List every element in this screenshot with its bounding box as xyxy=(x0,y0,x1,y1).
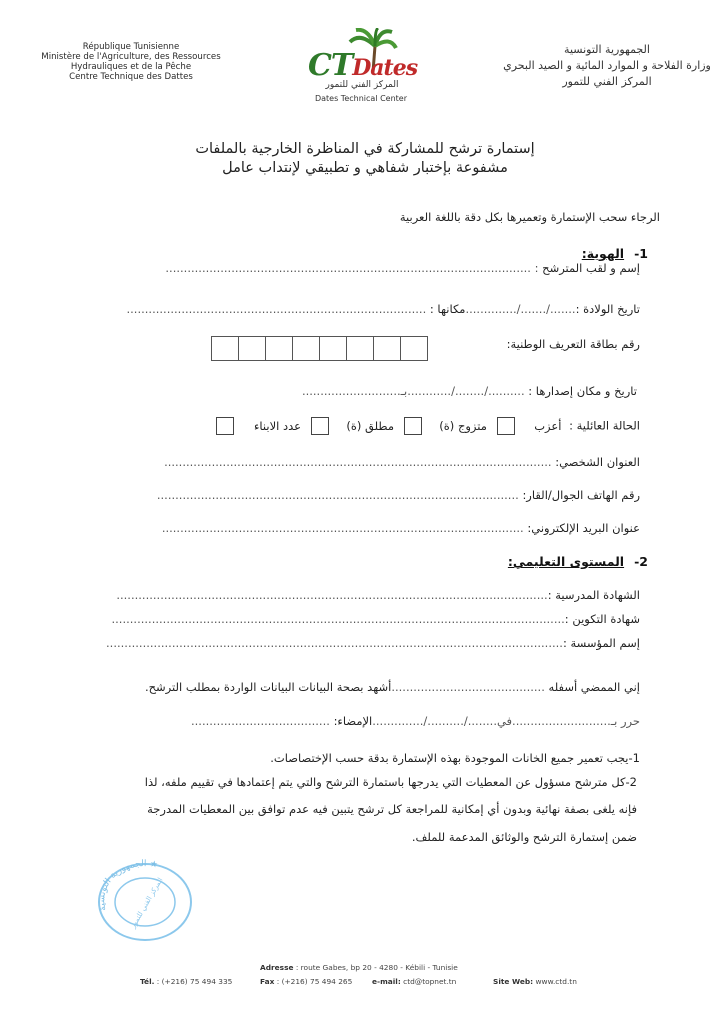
stamp-seal-icon xyxy=(92,858,198,942)
id-digit-box[interactable] xyxy=(346,336,374,361)
form-title-line: مشفوعة بإختبار شفاهي و تطبيقي لإنتداب عامل xyxy=(222,160,508,176)
form-title-line: إستمارة ترشح للمشاركة في المناظرة الخارجية بالملفات xyxy=(195,141,535,157)
name-field[interactable] xyxy=(165,261,640,275)
id-number-boxes[interactable] xyxy=(212,336,428,361)
id-digit-box[interactable] xyxy=(211,336,239,361)
name-dots[interactable]: : .................................................................................................... xyxy=(165,261,539,275)
declaration-name-dots[interactable]: .......................................... xyxy=(391,680,545,694)
training-certificate-dots[interactable]: ............................................................................................................................ xyxy=(111,612,565,626)
instruction-text: الرجاء سحب الإستمارة وتعميرها بكل دقة باللغة العربية xyxy=(399,210,660,224)
official-stamp xyxy=(92,858,198,942)
arabic-header-line: الجمهورية التونسية xyxy=(564,43,650,56)
family-status-row xyxy=(216,417,640,435)
section-1-heading xyxy=(582,246,648,261)
ctd-logo xyxy=(300,28,420,113)
address-field[interactable] xyxy=(164,455,640,469)
status-single-checkbox[interactable] xyxy=(497,417,515,435)
logo-dates: Dates xyxy=(352,55,418,81)
declaration-line xyxy=(145,680,640,694)
footer-tel-value: : (+216) 75 494 335 xyxy=(156,977,233,986)
institution-dots[interactable]: ............................................................................................................................. xyxy=(106,636,563,650)
note-2-line-2: فإنه يلغى بصفة نهائية وبدون أي إمكانية للمراجعة كل ترشح يتبين فيه عدم توافق بين المعطيات المدرجة xyxy=(147,802,637,816)
logo-letter-c: C xyxy=(308,48,331,83)
training-certificate-label: شهادة التكوين : xyxy=(564,612,640,626)
logo-english-name: Dates Technical Center xyxy=(314,94,408,103)
signature-dots[interactable]: ...................................... xyxy=(190,714,330,728)
section-number: 1- xyxy=(634,246,648,261)
signature-line xyxy=(191,714,640,728)
birth-date-label: تاريخ الولادة : xyxy=(575,302,640,316)
form-title xyxy=(160,140,570,178)
logo-wordmark xyxy=(308,48,417,83)
email-dots[interactable]: ................................................................................................... xyxy=(161,521,524,535)
note-1: 1-يجب تعمير جميع الخانات الموجودة بهذه الإستمارة بدقة حسب الإختصاصات. xyxy=(270,751,640,765)
logo-arabic-name: المركز الفني للتمور xyxy=(325,80,399,90)
phone-field[interactable] xyxy=(157,488,640,502)
id-digit-box[interactable] xyxy=(319,336,347,361)
footer-address xyxy=(260,963,458,972)
footer-fax xyxy=(260,977,352,986)
id-digit-box[interactable] xyxy=(400,336,428,361)
phone-label: رقم الهاتف الجوال/القار: xyxy=(522,488,640,502)
footer-address-value: : route Gabes, bp 20 - 4280 - Kébili - Tunisie xyxy=(295,963,458,972)
id-digit-box[interactable] xyxy=(373,336,401,361)
footer-web-label: Site Web: xyxy=(493,977,534,986)
status-single-label: أعزب xyxy=(534,418,562,433)
id-label: رقم بطاقة التعريف الوطنية: xyxy=(506,337,640,351)
children-label: عدد الابناء xyxy=(254,418,302,433)
section-title: المستوى التعليمي: xyxy=(507,554,625,569)
footer-web[interactable] xyxy=(493,977,577,986)
status-divorced-label: مطلق (ة) xyxy=(346,418,394,433)
training-certificate-field[interactable] xyxy=(112,612,641,626)
family-status-label: الحالة العائلية : xyxy=(569,418,640,433)
footer-fax-value: : (+216) 75 494 265 xyxy=(276,977,353,986)
french-header-line: Centre Technique des Dattes xyxy=(69,72,193,82)
birth-field[interactable] xyxy=(126,302,640,316)
signature-label: الإمضاء: xyxy=(333,714,373,728)
footer-tel-label: Tél. xyxy=(140,977,155,986)
status-married-checkbox[interactable] xyxy=(404,417,422,435)
section-2-heading xyxy=(508,554,648,569)
issue-dots[interactable]: ........../......../............بـ........................... xyxy=(301,384,525,398)
french-header-line: Hydrauliques et de la Pêche xyxy=(70,62,192,72)
declaration-prefix: إني الممضي أسفله xyxy=(548,680,640,694)
email-label: عنوان البريد الإلكتروني: xyxy=(527,521,640,535)
name-label: إسم و لقب المترشح xyxy=(542,261,640,275)
section-title: الهوية: xyxy=(581,246,625,261)
children-count-box[interactable] xyxy=(216,417,234,435)
declaration-suffix: أشهد بصحة البيانات البيانات الواردة بمطلب الترشح. xyxy=(144,680,392,694)
note-2-line-1: 2-كل مترشح مسؤول عن المعطيات التي يدرجها باستمارة الترشح والتي يتم إعتمادها في تقييم ملفه، لذا xyxy=(144,775,637,789)
phone-dots[interactable]: ................................................................................................... xyxy=(156,488,519,502)
school-certificate-field[interactable] xyxy=(116,588,640,602)
id-digit-box[interactable] xyxy=(238,336,266,361)
institution-label: إسم المؤسسة : xyxy=(562,636,640,650)
section-number: 2- xyxy=(634,554,648,569)
email-field[interactable] xyxy=(162,521,640,535)
address-dots[interactable]: .......................................................................................................... xyxy=(164,455,552,469)
footer-email[interactable] xyxy=(372,977,456,986)
issue-label: تاريخ و مكان إصدارها : xyxy=(528,384,637,398)
id-digit-box[interactable] xyxy=(265,336,293,361)
french-header-line: République Tunisienne xyxy=(82,42,180,52)
birth-place-label: مكانها : xyxy=(429,302,466,316)
school-certificate-label: الشهادة المدرسية : xyxy=(547,588,640,602)
footer-fax-label: Fax xyxy=(260,977,275,986)
footer-web-link[interactable]: www.ctd.tn xyxy=(535,977,577,986)
address-label: العنوان الشخصي: xyxy=(555,455,640,469)
institution-field[interactable] xyxy=(106,636,640,650)
issue-field[interactable] xyxy=(302,384,637,398)
note-2-line-3: ضمن إستمارة الترشح والوثائق المدعمة للملف. xyxy=(411,830,637,844)
footer-email-link[interactable]: ctd@topnet.tn xyxy=(403,977,457,986)
arabic-header-line: وزارة الفلاحة و الموارد المائية و الصيد البحري xyxy=(503,59,711,72)
stamp-inner-text: المركز الفني للتمور xyxy=(129,876,165,930)
id-digit-box[interactable] xyxy=(292,336,320,361)
logo-letter-t: T xyxy=(330,48,353,83)
status-divorced-checkbox[interactable] xyxy=(311,417,329,435)
arabic-header xyxy=(492,42,722,90)
footer-address-label: Adresse xyxy=(260,963,294,972)
birth-place-dots[interactable]: .................................................................................. xyxy=(126,302,427,316)
french-header xyxy=(0,42,262,82)
stamp-outer-text: الجمهورية التونسية ★ xyxy=(97,859,159,912)
french-header-line: Ministère de l'Agriculture, des Ressources xyxy=(41,52,221,62)
footer-tel xyxy=(140,977,232,986)
arabic-header-line: المركز الفني للتمور xyxy=(562,75,652,88)
status-married-label: متزوج (ة) xyxy=(439,418,487,433)
birth-date-dots[interactable]: ......./......./.............. xyxy=(465,302,576,316)
footer-email-label: e-mail: xyxy=(372,977,401,986)
school-certificate-dots[interactable]: ...................................................................................................................... xyxy=(116,588,548,602)
written-at-dots[interactable]: حرر بـ...........................في......../........../.............. xyxy=(372,714,640,728)
